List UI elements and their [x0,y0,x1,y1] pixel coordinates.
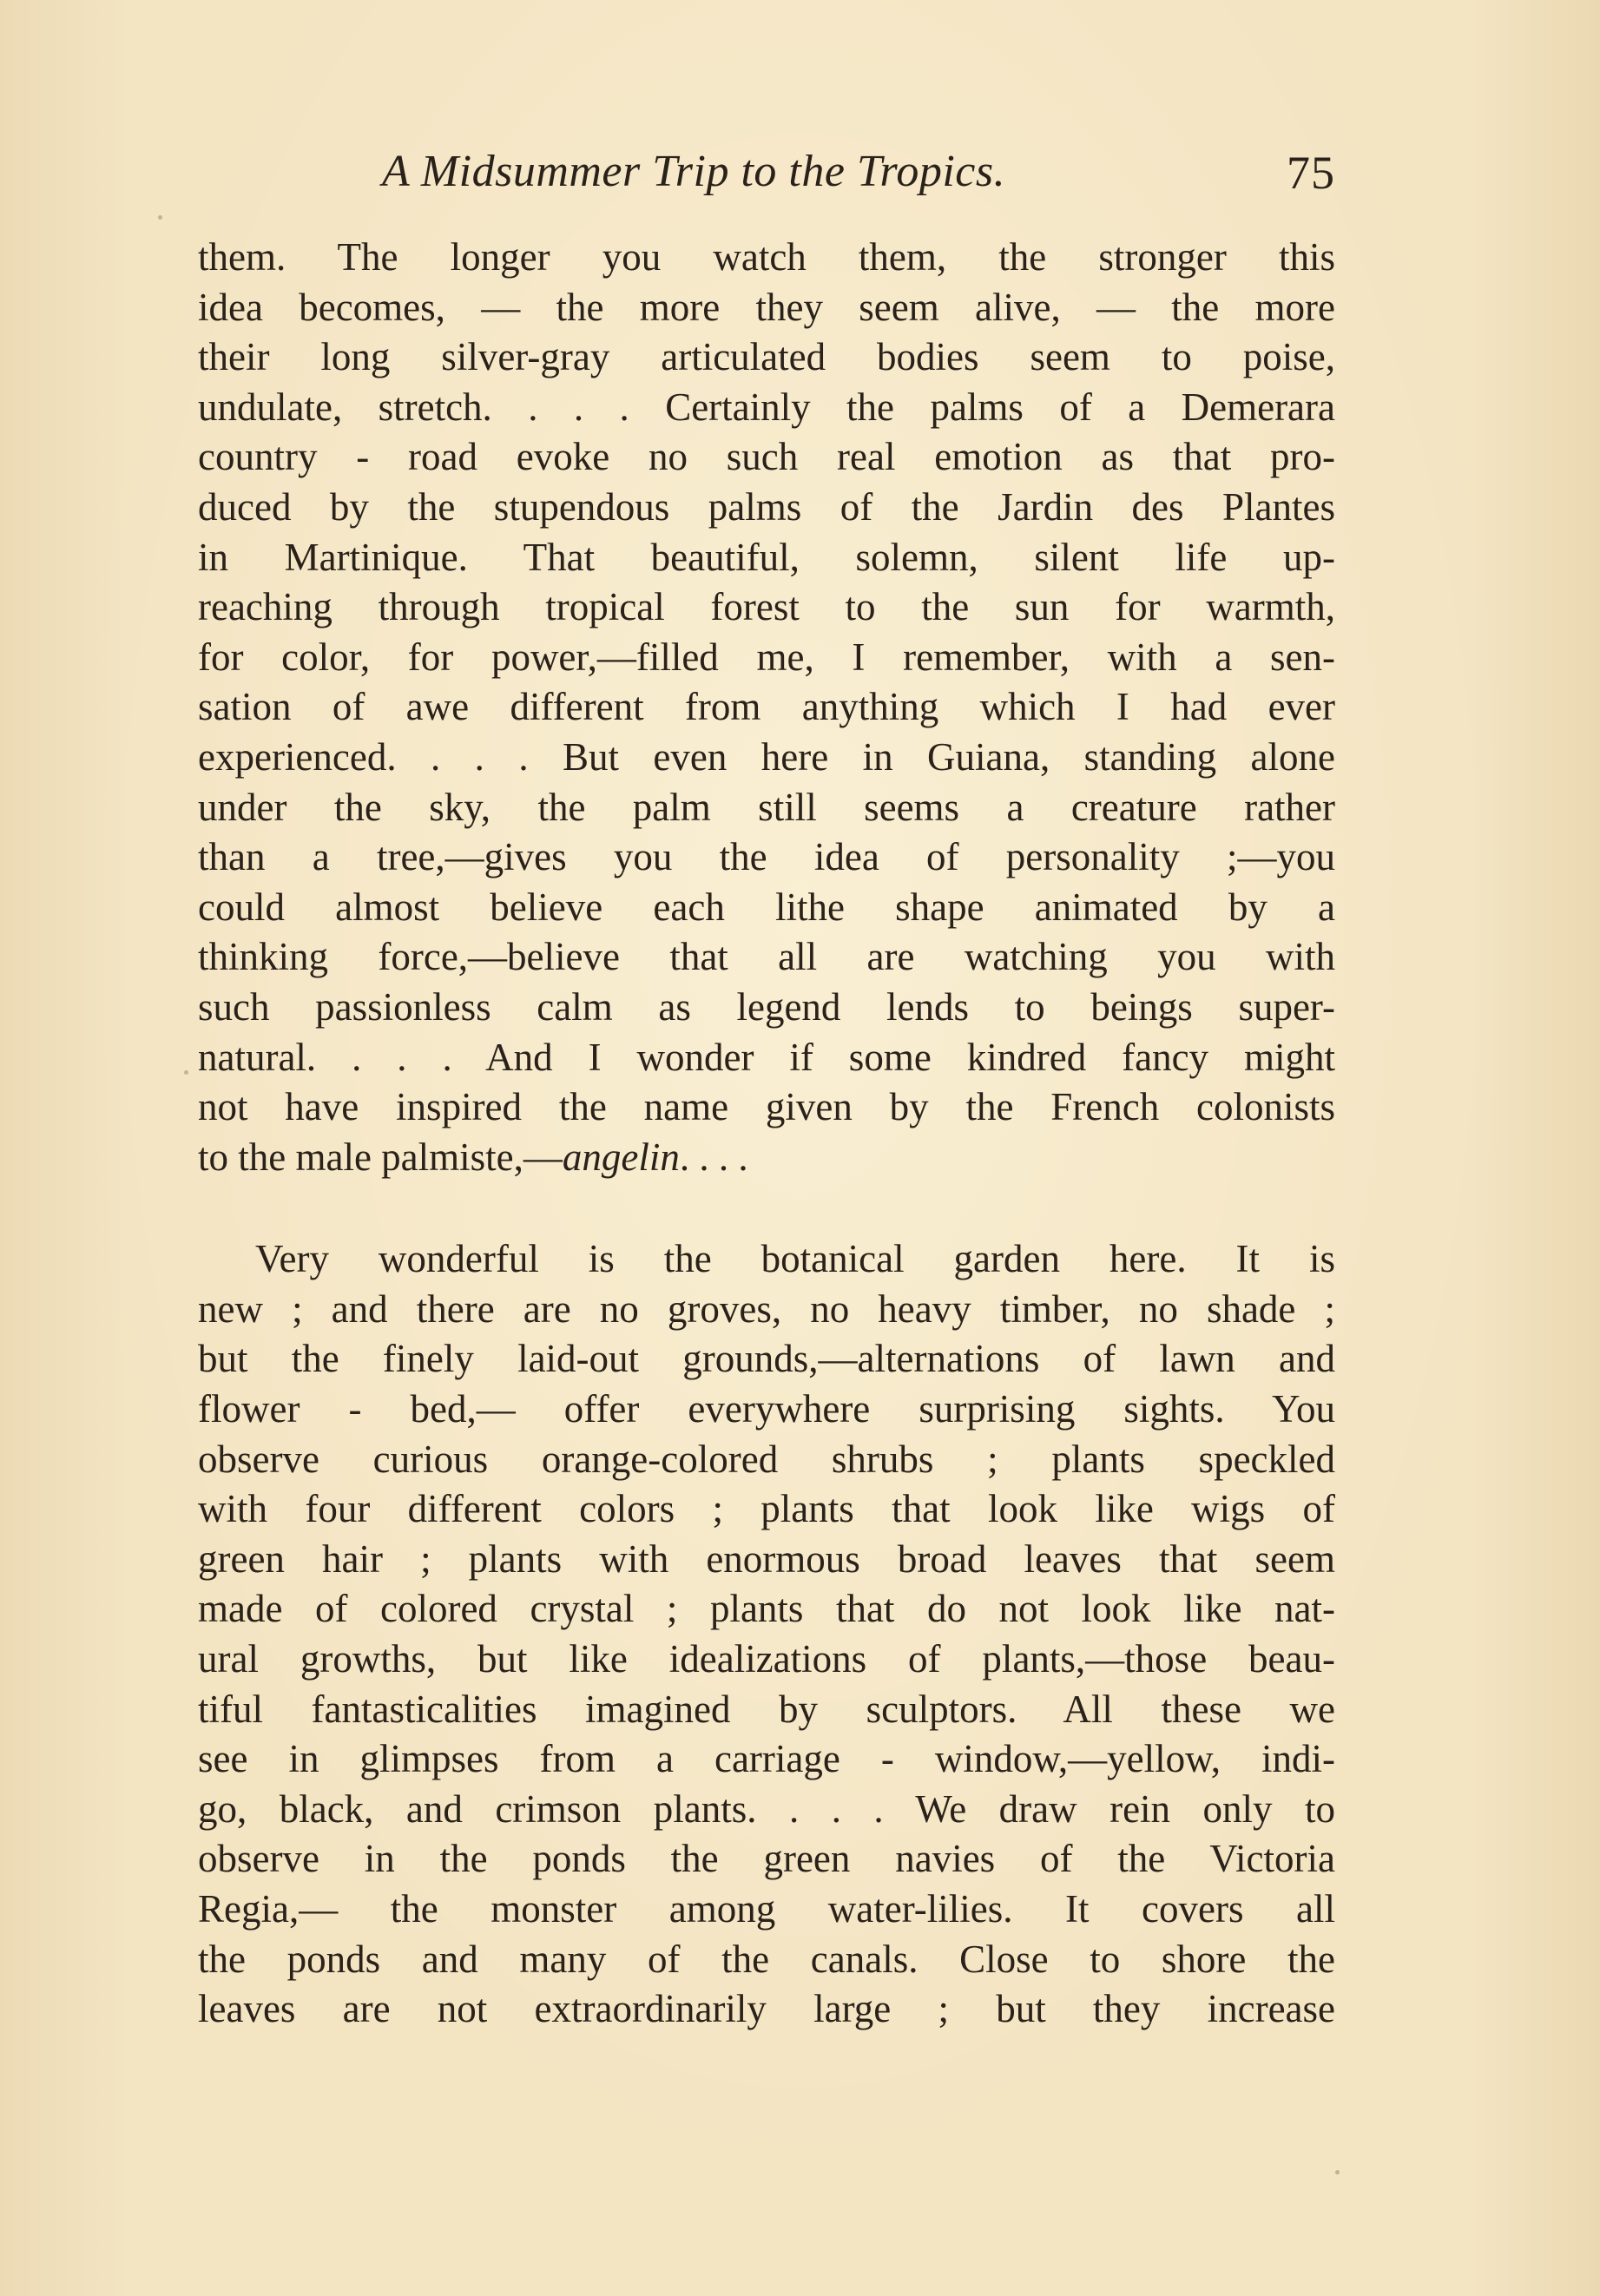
running-head [198,146,1335,207]
text-line: than a tree,—gives you the idea of personality ;—you [198,835,1335,879]
text-line: go, black, and crimson plants. . . . We draw rein only to [198,1786,1335,1831]
text-line: observe curious orange-colored shrubs ; plants speckled [198,1437,1335,1481]
text-line: natural. . . . And I wonder if some kindred fancy might [198,1035,1335,1079]
text-line: with four different colors ; plants that look like wigs of [198,1487,1335,1531]
text-line: for color, for power,—filled me, I remember, with a sen- [198,635,1335,679]
final-line-suffix: . . . . [679,1135,748,1179]
text-line: ural growths, but like idealizations of plants,—those beau- [198,1637,1335,1681]
italic-word: angelin [562,1135,680,1179]
text-line: new ; and there are no groves, no heavy timber, no shade ; [198,1286,1335,1331]
running-head-title: A Midsummer Trip to the Tropics. [382,147,1006,196]
paragraph-2 [198,1234,1335,2035]
text-line: not have inspired the name given by the French colonists [198,1085,1335,1129]
text-line: Regia,— the monster among water-lilies. It covers all [198,1887,1335,1931]
text-line: observe in the ponds the green navies of the Victoria [198,1837,1335,1881]
body-text [198,233,1335,2035]
text-line: Very wonderful is the botanical garden here. It is [255,1237,1335,1281]
text-line: see in glimpses from a carriage - window,—yellow, indi- [198,1737,1335,1781]
paper-speck [1335,2170,1340,2174]
paper-speck [158,215,162,220]
text-line: in Martinique. That beautiful, solemn, silent life up- [198,535,1335,579]
text-line: their long silver-gray articulated bodies seem to poise, [198,335,1335,379]
text-line: green hair ; plants with enormous broad leaves that seem [198,1536,1335,1581]
page-number: 75 [1287,147,1335,199]
final-line-prefix: to the male palmiste,— [198,1135,563,1179]
text-line: tiful fantasticalities imagined by sculptors. All these we [198,1687,1335,1731]
paragraph-gap [198,1182,1335,1234]
text-line: undulate, stretch. . . . Certainly the palms of a Demerara [198,385,1335,429]
text-line: sation of awe different from anything which I had ever [198,685,1335,729]
text-line: leaves are not extraordinarily large ; but they increase [198,1987,1335,2031]
text-line: thinking force,—believe that all are watching you with [198,935,1335,979]
text-line: country - road evoke no such real emotion as that pro- [198,435,1335,479]
text-line: made of colored crystal ; plants that do not look like nat- [198,1587,1335,1631]
text-line: them. The longer you watch them, the stronger this [198,235,1335,279]
text-line: idea becomes, — the more they seem alive, — the more [198,285,1335,329]
text-line: experienced. . . . But even here in Guiana, standing alone [198,734,1335,779]
paper-speck [184,1070,188,1075]
text-line-final [198,1133,1335,1183]
text-line: such passionless calm as legend lends to beings super- [198,984,1335,1029]
text-line: but the finely laid-out grounds,—alternations of lawn and [198,1337,1335,1381]
text-line: the ponds and many of the canals. Close to shore the [198,1937,1335,1981]
text-line: reaching through tropical forest to the sun for warmth, [198,585,1335,629]
text-line: could almost believe each lithe shape animated by a [198,885,1335,929]
text-line: flower - bed,— offer everywhere surprising sights. You [198,1387,1335,1431]
paragraph-1 [198,233,1335,1182]
text-line: under the sky, the palm still seems a creature rather [198,785,1335,829]
text-line: duced by the stupendous palms of the Jardin des Plantes [198,484,1335,529]
